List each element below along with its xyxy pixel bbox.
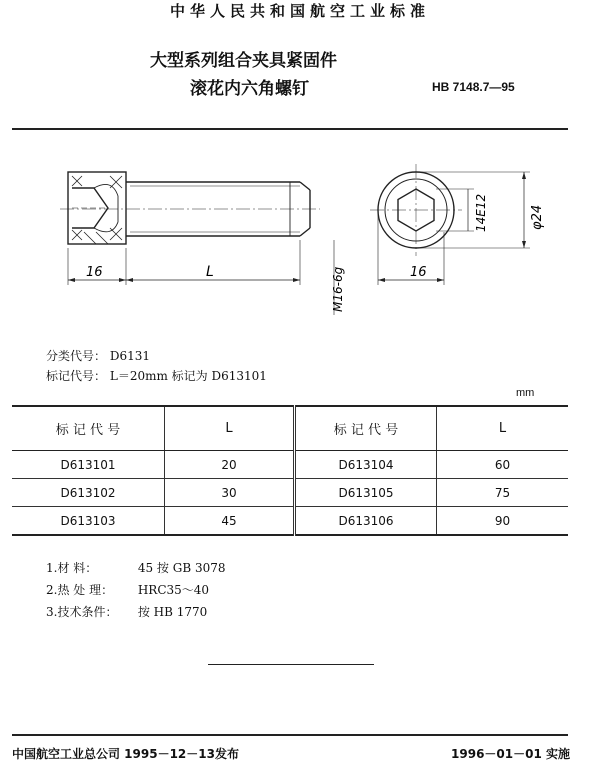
note-technical-conditions <box>46 603 207 620</box>
document-title-line1: 大型系列组合夹具紧固件 <box>150 51 337 71</box>
table-row <box>12 451 568 479</box>
note-heat-treatment <box>46 581 209 598</box>
table-cell: 30 <box>165 479 295 507</box>
spec-table <box>12 405 568 536</box>
note-value: HRC35～40 <box>137 583 210 597</box>
classification-value: D6131 <box>109 349 151 363</box>
technical-drawing <box>0 150 600 320</box>
dim-hex-across-flats: 14E12 <box>474 193 488 232</box>
document-title-line2: 滚花内六角螺钉 <box>190 79 309 99</box>
table-cell: 60 <box>437 451 569 479</box>
table-cell: 90 <box>494 513 511 528</box>
table-cell: D613103 <box>12 507 165 536</box>
header-mark-code-2: 标 记 代 号 <box>295 406 437 451</box>
effective-date: 1996－01－01 实施 <box>451 747 570 761</box>
table-cell: D613104 <box>295 451 437 479</box>
note-label: 3.技术条件： <box>46 605 118 619</box>
thread-spec: M16-6g <box>331 266 345 312</box>
note-material <box>46 559 226 576</box>
table-cell: D613105 <box>295 479 437 507</box>
screw-side-view <box>60 172 334 315</box>
header-length-1: L <box>165 406 295 451</box>
note-value: 按 HB 1770 <box>137 605 208 619</box>
table-row <box>12 507 568 536</box>
top-rule <box>12 128 568 130</box>
marking-value: L＝20mm 标记为 D613101 <box>109 369 267 383</box>
table-cell: D613102 <box>12 479 165 507</box>
marking-label: 标记代号： <box>46 369 107 383</box>
marking-code <box>46 367 267 384</box>
table-cell: 45 <box>165 507 295 536</box>
table-cell: 20 <box>165 451 295 479</box>
dim-screw-length: L <box>206 264 214 280</box>
screw-end-view <box>370 164 530 285</box>
bottom-rule <box>12 734 568 736</box>
classification-code <box>46 347 150 364</box>
dim-head-length: 16 <box>86 265 103 280</box>
standard-title: 中华人民共和国航空工业标准 <box>169 2 430 20</box>
note-label: 2.热 处 理： <box>46 583 114 597</box>
dim-end-width: 16 <box>410 265 427 280</box>
classification-label: 分类代号： <box>46 349 107 363</box>
table-cell: D613101 <box>12 451 165 479</box>
table-row <box>12 479 568 507</box>
table-cell: D613106 <box>295 507 437 536</box>
header-length-2: L <box>437 406 569 451</box>
dim-outer-diameter: φ24 <box>530 204 545 230</box>
end-rule <box>208 664 374 665</box>
note-label: 1.材 料： <box>46 561 98 575</box>
issue-date: 中国航空工业总公司 1995－12－13发布 <box>12 747 239 761</box>
table-cell: 75 <box>437 479 569 507</box>
note-value: 45 按 GB 3078 <box>137 561 226 575</box>
standard-code: HB 7148.7—95 <box>432 80 515 94</box>
header-mark-code-1: 标 记 代 号 <box>12 406 165 451</box>
unit-label: mm <box>516 387 535 399</box>
